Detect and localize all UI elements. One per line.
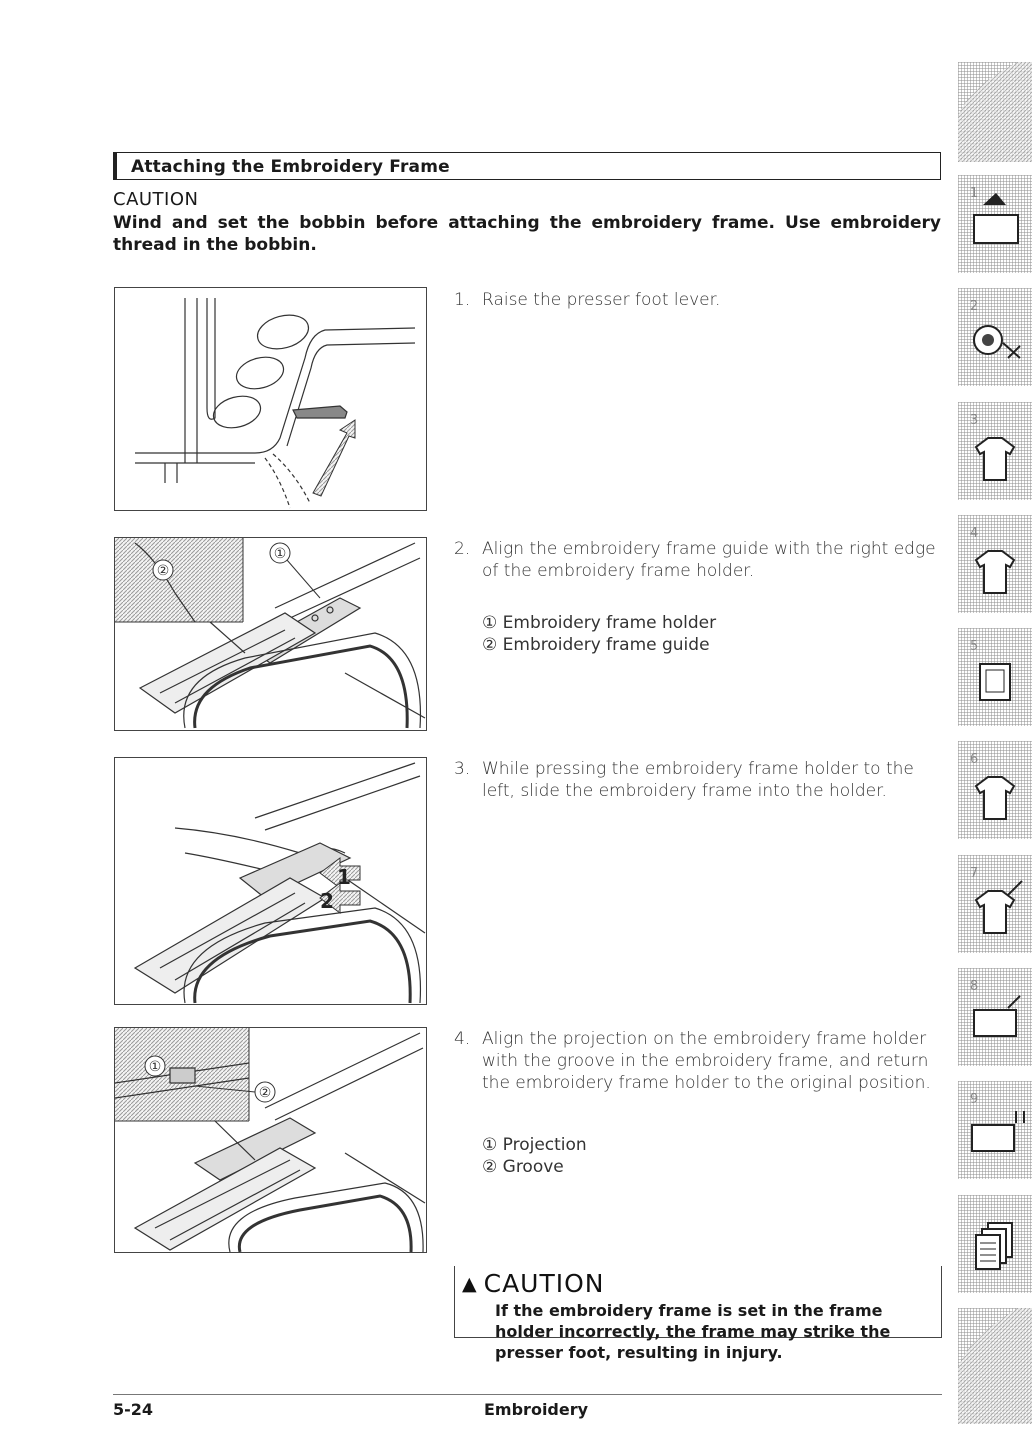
warning-triangle-icon: ▲ <box>462 1273 478 1295</box>
step-3 <box>454 758 941 802</box>
section-title: Attaching the Embroidery Frame <box>131 157 450 177</box>
chapter-3-number: 3 <box>970 413 979 428</box>
callout-projection: ① Projection <box>482 1135 587 1155</box>
chapter-1-tab[interactable] <box>958 175 1032 273</box>
chapter-6-number: 6 <box>970 752 979 767</box>
step-1-number: 1. <box>454 290 471 310</box>
chapter-9-number: 9 <box>970 1092 979 1107</box>
figure-align-projection-groove <box>114 1027 427 1253</box>
step-2 <box>454 538 941 582</box>
chapter-2-tab[interactable] <box>958 288 1032 386</box>
warning-text: If the embroidery frame is set in the frame holder incorrectly, the frame may strike the presser foot, resulting in injury. <box>495 1301 891 1362</box>
caution-heading: CAUTION <box>113 189 199 210</box>
embroidery-frame-tab-icon <box>980 664 1010 700</box>
chapter-9-tab[interactable] <box>958 1081 1032 1179</box>
chapter-4-number: 4 <box>970 526 979 541</box>
documents-tab-icon <box>976 1235 1000 1269</box>
figure-raise-presser-foot <box>114 287 427 511</box>
warning-title: CAUTION <box>483 1269 605 1298</box>
fig4-callout-1: ① <box>148 1059 162 1075</box>
chapter-7-number: 7 <box>970 866 979 881</box>
step-1 <box>454 289 941 311</box>
step-3-text: While pressing the embroidery frame holder to the left, slide the embroidery frame into the holder. <box>482 759 914 801</box>
figure-align-frame-guide <box>114 537 427 731</box>
figure-slide-frame-into-holder <box>114 757 427 1005</box>
step-3-number: 3. <box>454 759 471 779</box>
fig3-arrow-1-label: 1 <box>337 865 351 889</box>
chapter-5-tab[interactable] <box>958 628 1032 726</box>
callout-frame-guide: ② Embroidery frame guide <box>482 635 710 655</box>
fig3-arrow-2-label: 2 <box>320 889 334 913</box>
chapter-6-tab[interactable] <box>958 741 1032 839</box>
step-4-number: 4. <box>454 1029 471 1049</box>
chapter-8-number: 8 <box>970 979 979 994</box>
page-number: 5-24 <box>113 1400 154 1419</box>
chapter-2-number: 2 <box>970 299 979 314</box>
chapter-5-number: 5 <box>970 639 979 654</box>
chapter-1-number: 1 <box>970 186 979 201</box>
step-2-number: 2. <box>454 539 471 559</box>
troubleshooting-tab-icon <box>972 1125 1014 1151</box>
warning-title-row <box>462 1269 605 1298</box>
index-tab[interactable] <box>958 1308 1032 1424</box>
fig4-callout-2: ② <box>258 1085 272 1101</box>
caution-text: Wind and set the bobbin before attaching the embroidery frame. Use embroidery thread in the bobbin. <box>113 213 941 255</box>
step-2-text: Align the embroidery frame guide with the right edge of the embroidery frame holder. <box>482 539 936 581</box>
fig2-callout-1: ① <box>273 546 287 562</box>
chapter-3-tab[interactable] <box>958 402 1032 500</box>
sewing-machine-tab-icon <box>974 215 1018 243</box>
step-2-callouts <box>482 612 716 656</box>
chapter-7-tab[interactable] <box>958 855 1032 953</box>
footer-rule <box>113 1394 942 1395</box>
step-4-text: Align the projection on the embroidery frame holder with the groove in the embroidery frame, and return the embroidery frame holder to the original position. <box>482 1029 931 1093</box>
contents-tab[interactable] <box>958 62 1032 162</box>
chapter-8-tab[interactable] <box>958 968 1032 1066</box>
callout-frame-holder: ① Embroidery frame holder <box>482 613 717 633</box>
chapter-4-tab[interactable] <box>958 515 1032 613</box>
step-4 <box>454 1028 941 1094</box>
step-1-text: Raise the presser foot lever. <box>482 290 721 310</box>
callout-groove: ② Groove <box>482 1157 564 1177</box>
chapter-name: Embroidery <box>484 1400 589 1419</box>
step-4-callouts <box>482 1134 587 1178</box>
machine-maintenance-tab-icon <box>974 1010 1016 1036</box>
documents-tab[interactable] <box>958 1195 1032 1293</box>
fig2-callout-2: ② <box>156 563 170 579</box>
